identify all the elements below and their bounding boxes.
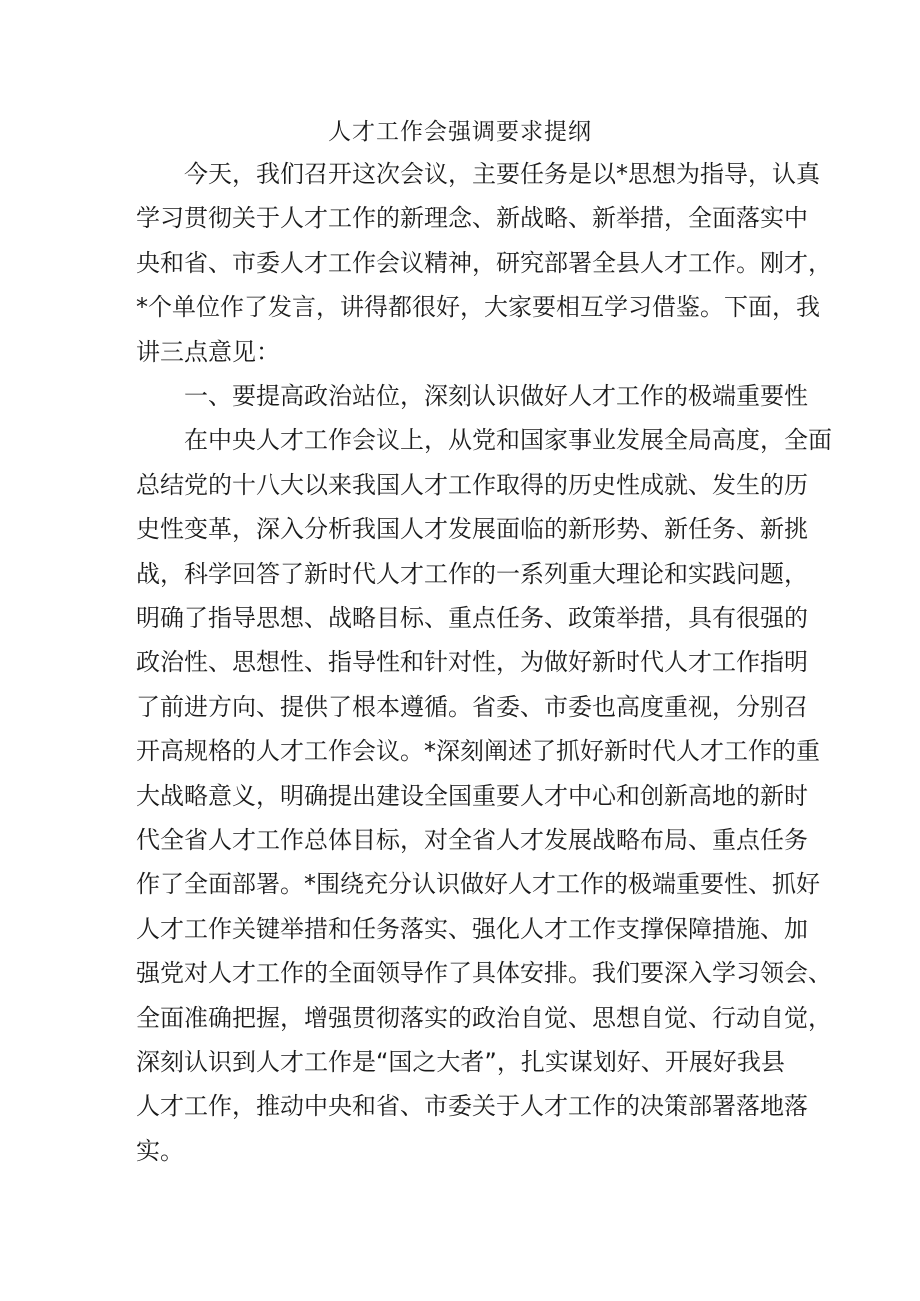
paragraph-line: 讲三点意见： [136,338,280,366]
paragraph-line: *个单位作了发言，讲得都很好，大家要相互学习借鉴。下面，我 [136,293,820,321]
paragraph-line: 了前进方向、提供了根本遵循。省委、市委也高度重视，分别召 [136,693,808,721]
paragraph-line: 全面准确把握，增强贯彻落实的政治自觉、思想自觉、行动自觉， [136,1004,832,1032]
paragraph-line: 今天，我们召开这次会议，主要任务是以*思想为指导，认真 [184,160,820,188]
paragraph-line: 在中央人才工作会议上，从党和国家事业发展全局高度，全面 [184,426,832,454]
paragraph-line: 史性变革，深入分析我国人才发展面临的新形势、新任务、新挑 [136,515,808,543]
paragraph-line: 作了全面部署。*围绕充分认识做好人才工作的极端重要性、抓好 [136,870,820,898]
paragraph-line: 深刻认识到人才工作是“国之大者”，扎实谋划好、开展好我县 [136,1048,785,1076]
paragraph-line: 人才工作，推动中央和省、市委关于人才工作的决策部署落地落 [136,1092,808,1120]
section-heading: 一、要提高政治站位，深刻认识做好人才工作的极端重要性 [184,382,808,410]
paragraph-line: 强党对人才工作的全面领导作了具体安排。我们要深入学习领会、 [136,959,832,987]
paragraph-line: 人才工作关键举措和任务落实、强化人才工作支撑保障措施、加 [136,915,808,943]
paragraph-line: 央和省、市委人才工作会议精神，研究部署全县人才工作。刚才， [136,249,832,277]
paragraph-line: 学习贯彻关于人才工作的新理念、新战略、新举措，全面落实中 [136,204,808,232]
document-title: 人才工作会强调要求提纲 [328,119,592,145]
paragraph-line: 代全省人才工作总体目标，对全省人才发展战略布局、重点任务 [136,826,808,854]
paragraph-line: 政治性、思想性、指导性和针对性，为做好新时代人才工作指明 [136,648,808,676]
paragraph-line: 明确了指导思想、战略目标、重点任务、政策举措，具有很强的 [136,604,808,632]
paragraph-line: 大战略意义，明确提出建设全国重要人才中心和创新高地的新时 [136,782,808,810]
paragraph-line: 实。 [136,1137,184,1165]
paragraph-line: 总结党的十八大以来我国人才工作取得的历史性成就、发生的历 [136,471,808,499]
paragraph-line: 开高规格的人才工作会议。*深刻阐述了抓好新时代人才工作的重 [136,737,820,765]
paragraph-line: 战，科学回答了新时代人才工作的一系列重大理论和实践问题， [136,560,808,588]
